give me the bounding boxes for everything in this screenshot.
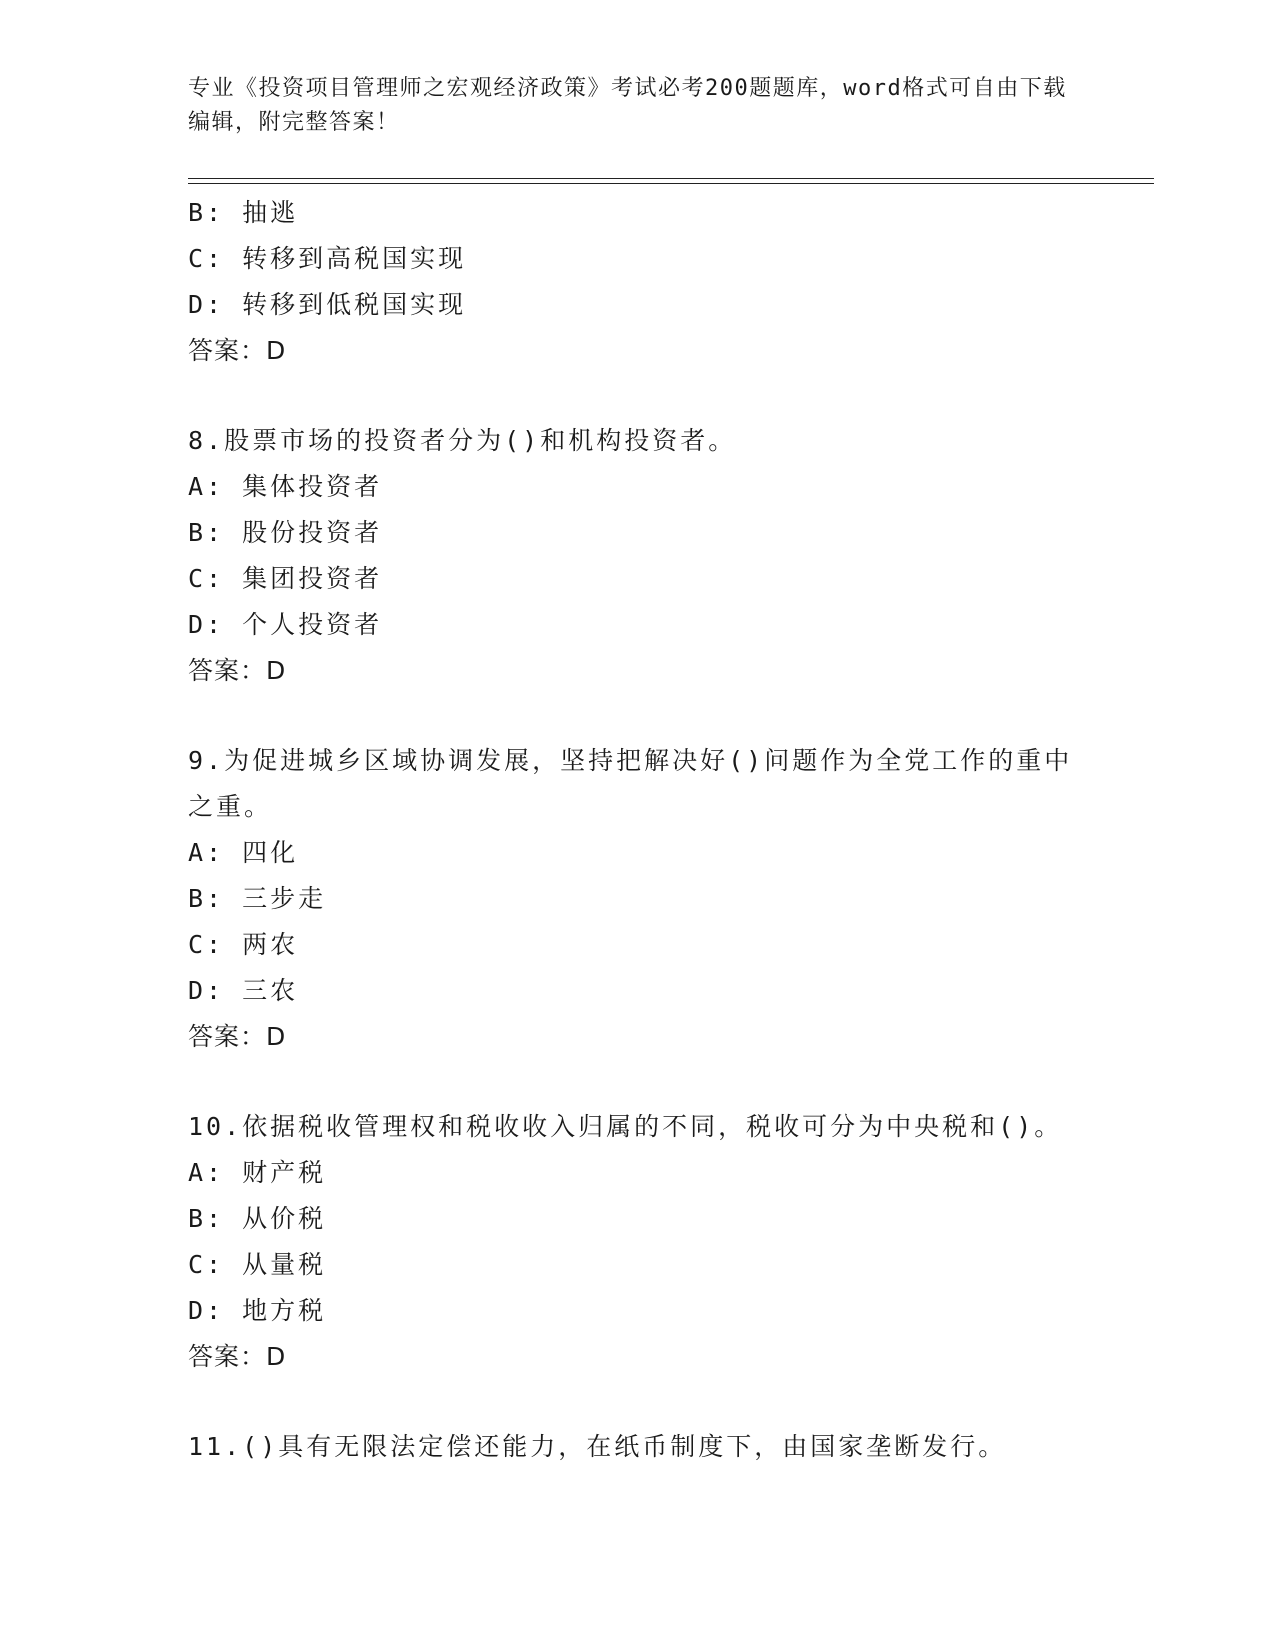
option-text: 从价税 [242,1204,327,1233]
option-text: 集团投资者 [242,564,383,593]
question-10 [188,1104,1088,1380]
option-a [188,1150,1088,1196]
option-letter: C: [188,1250,225,1279]
header-title: 专业《投资项目管理师之宏观经济政策》考试必考200题题库，word格式可自由下载编辑，附完整答案！ [188,76,1067,135]
option-letter: A: [188,838,225,867]
option-letter: D: [188,976,225,1005]
option-b [188,876,1088,922]
answer-line: 答案：D [188,1342,287,1371]
option-c [188,236,1088,282]
answer-line: 答案：D [188,336,287,365]
option-text: 个人投资者 [242,610,383,639]
header-divider-bottom [188,183,1154,184]
option-c [188,556,1088,602]
option-text: 股份投资者 [242,518,383,547]
option-d [188,282,1088,328]
option-text: 地方税 [242,1296,327,1325]
option-letter: B: [188,198,225,227]
option-d [188,968,1088,1014]
option-letter: C: [188,930,225,959]
option-c [188,1242,1088,1288]
option-a [188,464,1088,510]
option-letter: D: [188,1296,225,1325]
option-text: 集体投资者 [242,472,383,501]
question-text: 8.股票市场的投资者分为()和机构投资者。 [188,426,737,455]
option-text: 两农 [242,930,299,959]
question-text: 11.()具有无限法定偿还能力，在纸币制度下，由国家垄断发行。 [188,1432,1007,1461]
option-letter: A: [188,1158,225,1187]
option-letter: B: [188,1204,225,1233]
question-text: 9.为促进城乡区域协调发展，坚持把解决好()问题作为全党工作的重中之重。 [188,746,1073,821]
option-d [188,1288,1088,1334]
option-d [188,602,1088,648]
option-b [188,1196,1088,1242]
option-letter: D: [188,290,225,319]
option-text: 财产税 [242,1158,327,1187]
option-text: 三步走 [242,884,327,913]
option-a [188,830,1088,876]
prev-question-block [188,190,1088,374]
question-8 [188,418,1088,694]
option-text: 从量税 [242,1250,327,1279]
option-letter: D: [188,610,225,639]
option-letter: B: [188,518,225,547]
question-11 [188,1424,1088,1470]
option-c [188,922,1088,968]
option-text: 转移到高税国实现 [242,244,467,273]
option-text: 转移到低税国实现 [242,290,467,319]
question-text: 10.依据税收管理权和税收收入归属的不同，税收可分为中央税和()。 [188,1112,1063,1141]
option-letter: C: [188,244,225,273]
option-letter: C: [188,564,225,593]
option-letter: B: [188,884,225,913]
header-divider-top [188,178,1154,179]
option-b [188,190,1088,236]
document-header [188,72,1068,140]
option-text: 三农 [242,976,299,1005]
option-text: 抽逃 [242,198,299,227]
option-letter: A: [188,472,225,501]
answer-line: 答案：D [188,1022,287,1051]
question-list [188,190,1088,1470]
option-text: 四化 [242,838,299,867]
question-9 [188,738,1088,1060]
option-b [188,510,1088,556]
answer-line: 答案：D [188,656,287,685]
